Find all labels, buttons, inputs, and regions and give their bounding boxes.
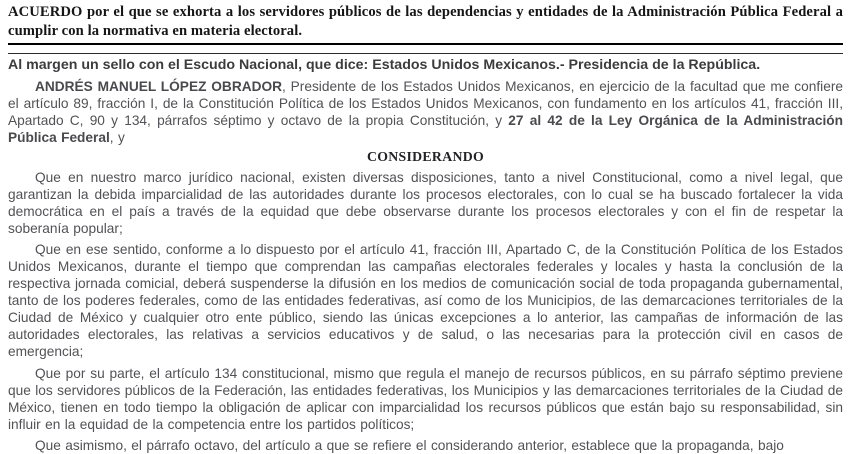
law-reference: 27 al 42 de la Ley Orgánica de la Administración Pública Federal	[8, 113, 843, 145]
considerando-paragraph-3: Que por su parte, el artículo 134 constitucional, mismo que regula el manejo de recursos públicos, en su párrafo séptimo previene que los servidores públicos de la Federación, las entidades federativas, los Municipios y las demarcaciones territoriales de la Ciudad de México, tienen en todo tiempo la obligación de aplicar con imparcialidad los recursos públicos que están bajo su responsabilidad, sin influir en la equidad de la competencia entre los partidos políticos;	[8, 365, 843, 432]
decree-headline: ACUERDO por el que se exhorta a los servidores públicos de las dependencias y entidades de la Administración Pública Federal a cumplir con la normativa en materia electoral.	[8, 4, 843, 39]
president-name: ANDRÉS MANUEL LÓPEZ OBRADOR	[35, 79, 282, 94]
intro-paragraph	[8, 78, 843, 146]
intro-text-middle: , Presidente de los Estados Unidos Mexicanos, en ejercicio de la facultad que me confiere el artículo 89, fracción I, de la Constitución Política de los Estados Unidos Mexicanos, con fundamento en los artículos 41, fracción III, Apartado C, 90 y 134, párrafos séptimo y octavo de la propia Constitución, y	[8, 79, 843, 128]
considerando-paragraph-2: Que en ese sentido, conforme a lo dispuesto por el artículo 41, fracción III, Apartado C, de la Constitución Política de los Estados Unidos Mexicanos, durante el tiempo que comprendan las campañas electorales federales y locales y hasta la conclusión de la respectiva jornada comicial, deberá suspenderse la difusión en los medios de comunicación social de toda propaganda gubernamental, tanto de los poderes federales, como de las entidades federativas, así como de los Municipios, de las demarcaciones territoriales de la Ciudad de México y cualquier otro ente público, siendo las únicas excepciones a lo anterior, las campañas de información de las autoridades electorales, las relativas a servicios educativos y de salud, o las necesarias para la protección civil en casos de emergencia;	[8, 242, 843, 359]
divider-thin	[8, 53, 843, 54]
considerando-paragraph-4-truncated: Que asimismo, el párrafo octavo, del artículo a que se refiere el considerando anterior, establece que la propaganda, bajo	[35, 438, 784, 453]
margin-seal-note: Al margen un sello con el Escudo Nacional, que dice: Estados Unidos Mexicanos.- Presidencia de la República.	[8, 57, 761, 73]
divider-thick	[8, 43, 843, 45]
considerando-heading: CONSIDERANDO	[366, 149, 485, 164]
intro-text-tail: , y	[109, 130, 125, 145]
considerando-paragraph-1: Que en nuestro marco jurídico nacional, existen diversas disposiciones, tanto a nivel Constitucional, como a nivel legal, que garantizan la debida imparcialidad de las autoridades durante los procesos electorales, con lo cual se ha buscado fortalecer la vida democrática en el país a través de la equidad que debe observarse durante los procesos electorales y con el fin de respetar la soberanía popular;	[8, 169, 843, 236]
